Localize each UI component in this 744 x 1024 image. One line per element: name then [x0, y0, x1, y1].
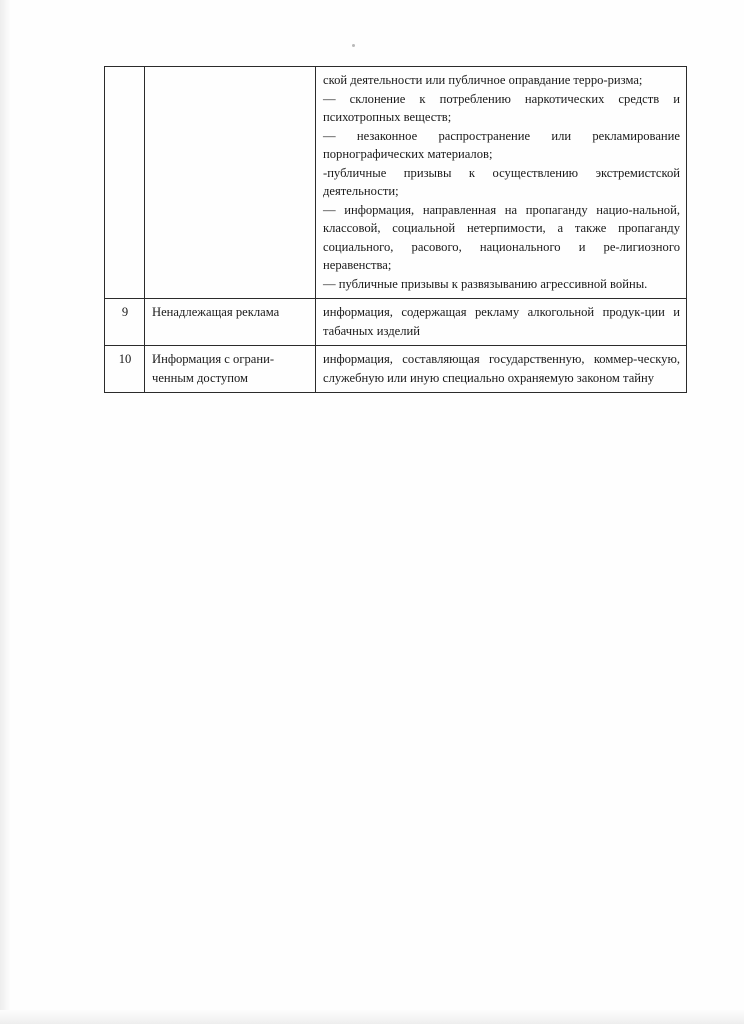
- description-paragraph: информация, составляющая государственную, коммер-ческую, служебную или иную специально охраняемую законом тайну: [323, 352, 680, 385]
- row-number-cell: 10: [105, 346, 145, 393]
- row-description-cell: [316, 299, 687, 346]
- row-number-cell: [105, 67, 145, 299]
- description-paragraph: информация, содержащая рекламу алкогольной продук-ции и табачных изделий: [323, 305, 680, 338]
- table-row: [105, 346, 687, 393]
- description-paragraph: — публичные призывы к развязыванию агрессивной войны.: [323, 276, 648, 291]
- information-categories-table: [104, 66, 687, 393]
- row-name-text: Ненадлежащая реклама: [152, 305, 280, 319]
- description-paragraph: ской деятельности или публичное оправдание терро-ризма;: [323, 73, 643, 87]
- row-number-cell: 9: [105, 299, 145, 346]
- description-paragraph: — незаконное распространение или рекламирование порнографических материалов;: [323, 128, 680, 161]
- row-name-cell: [145, 346, 316, 393]
- row-name-text: Информация с ограни-ченным доступом: [152, 352, 275, 385]
- description-paragraph: -публичные призывы к осуществлению экстремистской деятельности;: [323, 165, 680, 198]
- row-description-cell: [316, 67, 687, 299]
- row-name-cell: [145, 299, 316, 346]
- description-paragraph: — информация, направленная на пропаганду нацио-нальной, классовой, социальной нетерпимости, а также пропаганду социального, расового, национального и ре-лигиозного неравенства;: [323, 202, 680, 272]
- scan-edge-bottom: [0, 1010, 744, 1024]
- description-paragraph: — склонение к потреблению наркотических средств и психотропных веществ;: [323, 91, 680, 124]
- row-description-cell: [316, 346, 687, 393]
- scan-edge-left: [0, 0, 10, 1024]
- table-row: [105, 299, 687, 346]
- table-row: [105, 67, 687, 299]
- scan-artifact-speck: [352, 44, 355, 47]
- row-name-cell: [145, 67, 316, 299]
